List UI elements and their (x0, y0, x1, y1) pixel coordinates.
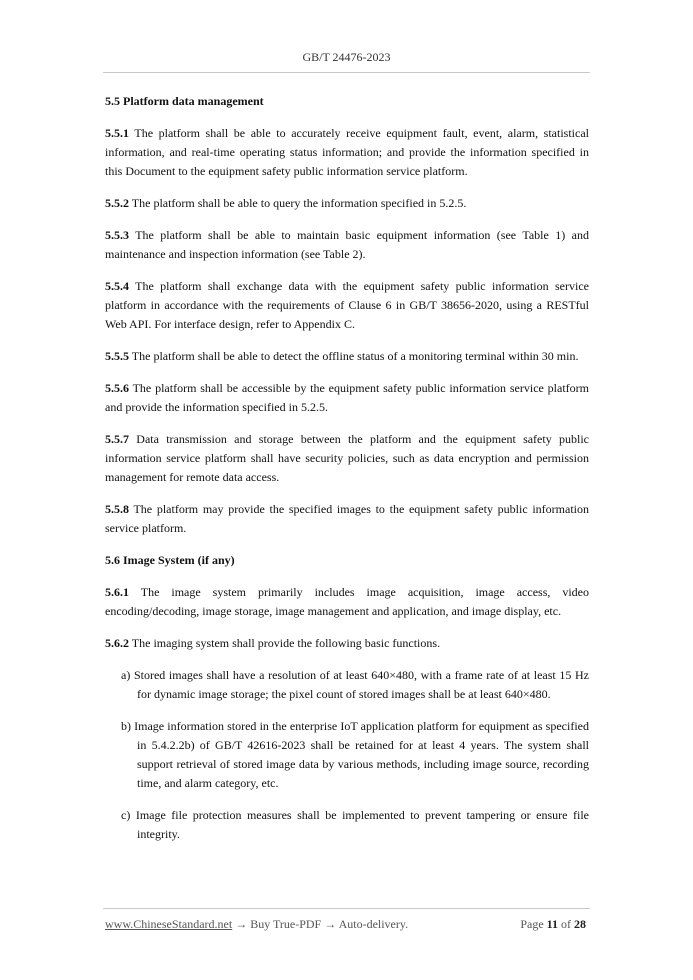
page-number (520, 917, 586, 932)
page-of: of (561, 917, 571, 931)
clause-text: The platform shall be able to accurately receive equipment fault, event, alarm, statistical information, and real-time operating status information; and provide the information specified in this Document to the equipment safety public information service platform. (105, 126, 589, 178)
page-body (105, 92, 589, 857)
section-heading-5-5: 5.5 Platform data management (105, 94, 264, 108)
clause-number: 5.5.2 (105, 196, 129, 210)
clause-number: 5.5.1 (105, 126, 129, 140)
clause-text: The platform shall be able to maintain basic equipment information (see Table 1) and maintenance and inspection information (see Table 2). (105, 228, 589, 261)
clause-number: 5.5.8 (105, 502, 129, 516)
clause-text: Data transmission and storage between the platform and the equipment safety public information service platform shall have security policies, such as data encryption and permission management for remote data access. (105, 432, 589, 484)
footer-divider (103, 908, 590, 909)
section-heading-5-6: 5.6 Image System (if any) (105, 553, 235, 567)
clause-text: The platform shall be accessible by the equipment safety public information service platform and provide the information specified in 5.2.5. (105, 381, 589, 414)
clause-5-5-8 (105, 500, 589, 538)
clause-text: The image system primarily includes image acquisition, image access, video encoding/decoding, image storage, image management and application, and image display, etc. (105, 585, 589, 618)
list-item-b: b) Image information stored in the enterprise IoT application platform for equipment as specified in 5.4.2.2b) of GB/T 42616-2023 shall be retained for at least 4 years. The system shall support retrieval of stored image data by various methods, including image source, recording time, and alarm category, etc. (121, 719, 589, 790)
clause-number: 5.6.1 (105, 585, 129, 599)
clause-text: The platform shall exchange data with the equipment safety public information service platform in accordance with the requirements of Clause 6 in GB/T 38656-2020, using a RESTful Web API. For interface design, refer to Appendix C. (105, 279, 589, 331)
clause-5-5-6 (105, 379, 589, 417)
clause-5-5-3 (105, 226, 589, 264)
clause-text: The platform may provide the specified images to the equipment safety public information service platform. (105, 502, 589, 535)
footer-promo (105, 917, 408, 932)
clause-text: The platform shall be able to detect the offline status of a monitoring terminal within 30 min. (129, 349, 579, 363)
clause-number: 5.5.6 (105, 381, 129, 395)
running-header: GB/T 24476-2023 (302, 50, 391, 64)
clause-number: 5.5.3 (105, 228, 129, 242)
clause-5-5-1 (105, 124, 589, 181)
clause-text: The imaging system shall provide the following basic functions. (129, 636, 441, 650)
page-total: 28 (574, 917, 586, 931)
clause-text: The platform shall be able to query the information specified in 5.2.5. (129, 196, 467, 210)
clause-5-5-4 (105, 277, 589, 334)
clause-5-5-2 (105, 194, 589, 213)
site-link[interactable]: www.ChineseStandard.net (105, 917, 233, 931)
page-current: 11 (546, 917, 558, 931)
list-item-a: a) Stored images shall have a resolution of at least 640×480, with a frame rate of at least 15 Hz for dynamic image storage; the pixel count of stored images shall be at least 640×480. (121, 668, 589, 701)
clause-number: 5.5.4 (105, 279, 129, 293)
clause-number: 5.5.5 (105, 349, 129, 363)
page-label: Page (520, 917, 544, 931)
clause-5-5-7 (105, 430, 589, 487)
clause-5-6-1 (105, 583, 589, 621)
clause-5-6-2 (105, 634, 589, 653)
footer-tagline: → Buy True-PDF → Auto-delivery. (232, 917, 409, 931)
clause-number: 5.6.2 (105, 636, 129, 650)
header-divider (103, 72, 590, 73)
clause-number: 5.5.7 (105, 432, 129, 446)
clause-5-5-5 (105, 347, 589, 366)
list-item-c: c) Image file protection measures shall be implemented to prevent tampering or ensure file integrity. (121, 808, 589, 841)
